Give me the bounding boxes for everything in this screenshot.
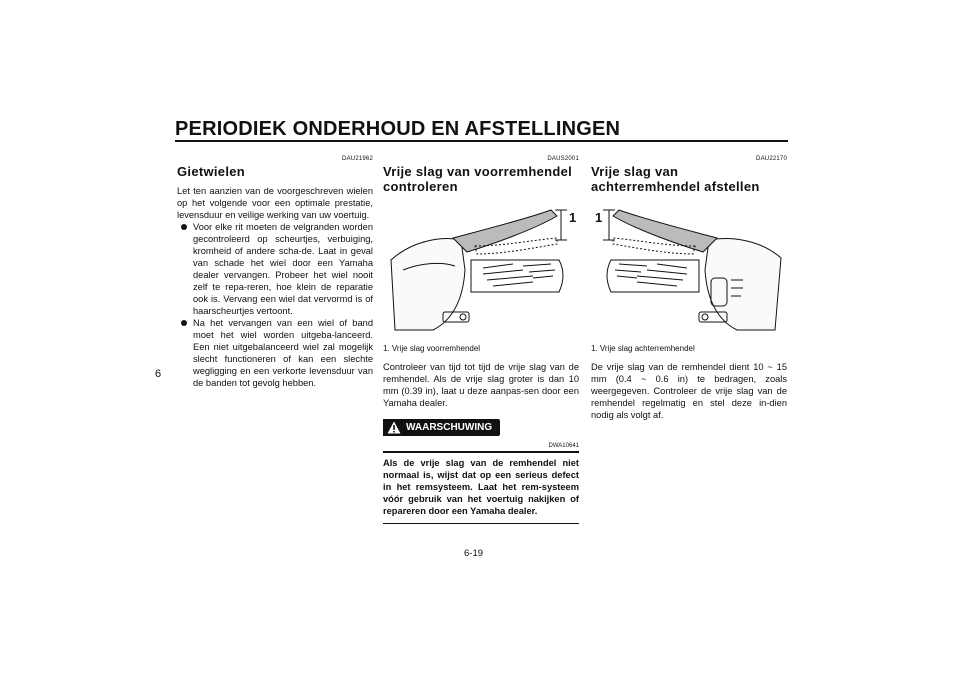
figure-callout: 1: [569, 210, 577, 225]
rear-brake-lever-figure: [591, 200, 787, 338]
section-heading: Vrije slag van voorremhendel controleren: [383, 164, 573, 194]
figure-callout: 1: [595, 210, 603, 225]
section-heading: Gietwielen: [177, 164, 246, 179]
bullet-icon: [181, 320, 187, 326]
section-achterremhendel: [591, 150, 787, 421]
bullet-item: Na het vervangen van een wiel of band moet het wiel worden uitgeba-lanceerd. Een niet uitgebalanceerd wiel zal mogelijk slecht functioneren of kan een slechte wegligging en een verkorte levensduur van de banden tot gevolg hebben.: [177, 317, 373, 389]
warning-text: Als de vrije slag van de remhendel niet normaal is, wijst dat op een serieus defect in het remsysteem. Laat het rem-systeem vóór gebruik van het voertuig nakijken of repareren door een Yamaha dealer.: [383, 457, 579, 516]
warning-block: [383, 419, 579, 524]
section-code: DAUS2001: [547, 156, 579, 162]
front-brake-lever-figure: [383, 200, 579, 338]
bullet-list: [177, 221, 373, 389]
figure-caption: 1. Vrije slag achterremhendel: [591, 344, 695, 353]
page-number: 6-19: [464, 548, 484, 559]
section-gietwielen: [177, 150, 373, 389]
section-code: DAU21962: [342, 156, 373, 162]
section-code: DAU22170: [756, 156, 787, 162]
warning-triangle-icon: [387, 421, 401, 434]
header-rule: [175, 140, 788, 142]
warning-rule: [383, 451, 579, 453]
section-voorremhendel: [383, 150, 579, 524]
figure-caption: 1. Vrije slag voorremhendel: [383, 344, 481, 353]
bullet-icon: [181, 224, 187, 230]
warning-badge: WAARSCHUWING: [383, 419, 500, 436]
body-paragraph: De vrije slag van de remhendel dient 10 ~ 15 mm (0.4 ~ 0.6 in) te bedragen, zoals weergegeven. Controleer de vrije slag van de remhendel regelmatig en stel deze in-dien nodig als volgt af.: [591, 362, 787, 420]
intro-paragraph: Let ten aanzien van de voorgeschreven wielen op het volgende voor een optimale prestatie, levensduur en veilige werking van uw voertuig.: [177, 186, 373, 220]
body-paragraph: Controleer van tijd tot tijd de vrije slag van de remhendel. Als de vrije slag groter is dan 10 mm (0.39 in), laat u deze aanpas-sen door een Yamaha dealer.: [383, 362, 579, 408]
page-title: PERIODIEK ONDERHOUD EN AFSTELLINGEN: [175, 118, 621, 140]
section-heading: Vrije slag van achterremhendel afstellen: [591, 164, 760, 194]
bullet-item: Voor elke rit moeten de velgranden worden gecontroleerd op scheurtjes, verbuiging, kromheid of andere scha-de. Laat in geval van schade het wiel door een Yamaha dealer vervangen. Probeer het wiel nooit zelf te repa-reren, hoe klein de reparatie ook is. Vervang een wiel dat vervormd is of haarscheurtjes vertoont.: [177, 221, 373, 317]
warning-code: DWA10641: [548, 443, 579, 449]
chapter-tab: 6: [155, 368, 162, 380]
warning-rule-bottom: [383, 523, 579, 525]
